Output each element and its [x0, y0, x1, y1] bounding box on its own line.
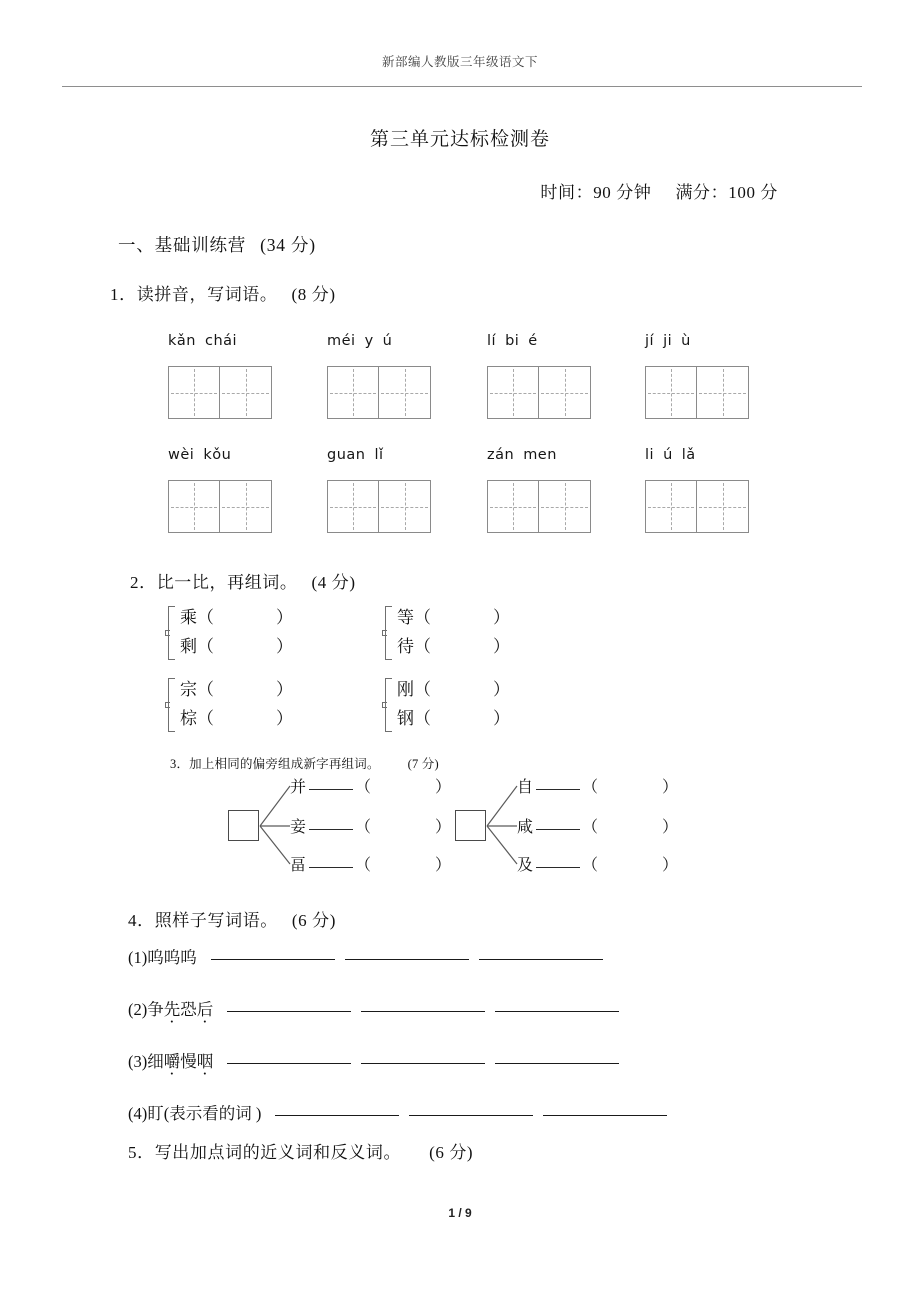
tianzige-cell[interactable]	[379, 367, 430, 418]
sample-char: 呜	[163, 948, 181, 967]
radical-branch	[517, 774, 678, 797]
item-label: (2)	[128, 1000, 148, 1019]
new-char-blank[interactable]	[309, 789, 353, 790]
sample-char: 慢	[180, 1052, 197, 1071]
question-4-text: 照样子写词语。	[154, 911, 278, 930]
question-2-title	[130, 568, 356, 593]
compare-char: 钢	[397, 709, 414, 728]
pinyin-label: jí ji ù	[645, 333, 691, 349]
answer-blank[interactable]	[409, 1115, 533, 1116]
question-1-number: 1．	[110, 285, 137, 304]
time-value: 90 分钟	[593, 183, 652, 202]
compare-pair-group	[385, 676, 510, 734]
total-label: 满分：	[675, 183, 729, 202]
radical-branch	[290, 774, 451, 797]
answer-parentheses[interactable]: （ ）	[355, 779, 452, 796]
compare-char: 待	[397, 637, 414, 656]
tianzige-cell[interactable]	[169, 367, 220, 418]
section-one-label: 一、基础训练营	[118, 235, 247, 255]
branch-char: 及	[517, 857, 534, 874]
radical-input-box[interactable]	[228, 810, 259, 841]
question-5-text: 写出加点词的近义词和反义词。	[154, 1143, 402, 1162]
header-divider	[62, 86, 862, 87]
tianzige-cell[interactable]	[646, 367, 697, 418]
compare-char: 宗	[180, 680, 197, 699]
answer-parentheses[interactable]: （ ）	[197, 608, 293, 627]
answer-parentheses[interactable]: （ ）	[197, 637, 293, 656]
question-3-text: 加上相同的偏旁组成新字再组词。	[189, 757, 380, 771]
sample-char: (	[163, 1104, 170, 1123]
tianzige-grid[interactable]	[168, 366, 272, 419]
pinyin-label: li ú lǎ	[645, 447, 696, 463]
item-label: (4)	[128, 1104, 148, 1123]
answer-parentheses[interactable]: （ ）	[582, 857, 679, 874]
sample-word	[128, 944, 197, 968]
answer-parentheses[interactable]: （ ）	[414, 709, 510, 728]
exam-meta	[540, 178, 778, 203]
answer-blank[interactable]	[361, 1011, 485, 1012]
sample-char: 看	[202, 1104, 219, 1123]
radical-branch	[517, 814, 678, 837]
pinyin-label: guan lǐ	[327, 447, 384, 463]
brace-bracket	[168, 606, 175, 660]
tianzige-cell[interactable]	[328, 481, 379, 532]
sample-char: 恐	[180, 1000, 197, 1019]
tianzige-grid[interactable]	[487, 480, 591, 533]
word-pattern-item	[128, 996, 619, 1020]
compare-pair-row	[180, 633, 293, 662]
new-char-blank[interactable]	[309, 829, 353, 830]
tianzige-cell[interactable]	[328, 367, 379, 418]
answer-parentheses[interactable]: （ ）	[197, 709, 293, 728]
question-3-number: 3．	[170, 757, 190, 771]
answer-blank[interactable]	[275, 1115, 399, 1116]
tianzige-cell[interactable]	[220, 367, 271, 418]
branch-char: 咸	[517, 819, 534, 836]
brace-bracket	[385, 606, 392, 660]
sample-char: 的	[218, 1104, 236, 1123]
tianzige-grid[interactable]	[645, 480, 749, 533]
page-title: 第三单元达标检测卷	[369, 129, 550, 150]
brace-bracket	[168, 678, 175, 732]
question-4-title	[128, 906, 336, 931]
compare-pair-row	[397, 633, 510, 662]
compare-pair-row	[397, 705, 510, 734]
branch-char: 自	[517, 779, 534, 796]
tianzige-cell[interactable]	[488, 367, 539, 418]
pinyin-label: lí bi é	[487, 333, 538, 349]
new-char-blank[interactable]	[536, 829, 580, 830]
item-label: (3)	[128, 1052, 148, 1071]
question-5-title	[128, 1138, 473, 1163]
sample-char: 呜	[147, 948, 164, 967]
radical-branch	[290, 852, 451, 875]
compare-pair-group	[168, 604, 293, 662]
answer-parentheses[interactable]: （ ）	[355, 857, 452, 874]
pinyin-label: méi y ú	[327, 333, 393, 349]
sample-word	[128, 1100, 261, 1124]
branch-char: 妾	[290, 819, 307, 836]
sample-char: 示	[185, 1104, 203, 1123]
running-head: 新部编人教版三年级语文下	[381, 55, 538, 69]
radical-branch	[290, 814, 451, 837]
pinyin-label: kǎn chái	[168, 333, 238, 349]
answer-blank[interactable]	[543, 1115, 667, 1116]
answer-parentheses[interactable]: （ ）	[414, 637, 510, 656]
answer-blank[interactable]	[495, 1063, 619, 1064]
question-2-score: (4 分)	[311, 573, 356, 592]
tianzige-cell[interactable]	[646, 481, 697, 532]
brace-bracket	[385, 678, 392, 732]
radical-tree	[228, 778, 488, 874]
tianzige-cell[interactable]	[220, 481, 271, 532]
total-value: 100 分	[728, 183, 778, 202]
tianzige-cell[interactable]	[539, 367, 590, 418]
sample-char: 先	[163, 1000, 181, 1019]
sample-char: 咽	[196, 1052, 214, 1071]
radical-input-box[interactable]	[455, 810, 486, 841]
answer-blank[interactable]	[361, 1063, 485, 1064]
answer-parentheses[interactable]: （ ）	[414, 608, 510, 627]
question-4-score: (6 分)	[291, 911, 336, 930]
question-1-score: (8 分)	[291, 285, 336, 304]
word-pattern-item	[128, 944, 603, 968]
tianzige-cell[interactable]	[488, 481, 539, 532]
compare-char: 乘	[180, 608, 197, 627]
tianzige-cell[interactable]	[169, 481, 220, 532]
question-5-score: (6 分)	[429, 1143, 474, 1162]
compare-char: 棕	[180, 709, 197, 728]
tianzige-grid[interactable]	[327, 366, 431, 419]
question-2-number: 2．	[130, 573, 157, 592]
answer-blank[interactable]	[211, 959, 335, 960]
answer-blank[interactable]	[227, 1011, 351, 1012]
word-pattern-item	[128, 1048, 619, 1072]
sample-word	[128, 1048, 213, 1072]
tianzige-cell[interactable]	[539, 481, 590, 532]
answer-parentheses[interactable]: （ ）	[197, 680, 293, 699]
tianzige-cell[interactable]	[697, 481, 748, 532]
question-1-text: 读拼音，写词语。	[136, 285, 278, 304]
pinyin-label: zán men	[487, 447, 557, 463]
page-footer: 1 / 9	[448, 1206, 472, 1220]
answer-parentheses[interactable]: （ ）	[414, 680, 510, 699]
question-2-text: 比一比，再组词。	[156, 573, 298, 592]
time-label: 时间：	[540, 183, 594, 202]
item-label: (1)	[128, 948, 148, 967]
new-char-blank[interactable]	[309, 867, 353, 868]
section-one-score: (34 分)	[260, 235, 316, 255]
compare-pair-group	[385, 604, 510, 662]
sample-char: )	[255, 1104, 262, 1123]
tianzige-grid[interactable]	[645, 366, 749, 419]
sample-char: 盯	[147, 1104, 164, 1123]
pinyin-label: wèi kǒu	[168, 447, 232, 463]
radical-branch	[517, 852, 678, 875]
branch-char: 畐	[290, 857, 307, 874]
sample-char: 争	[147, 1000, 164, 1019]
new-char-blank[interactable]	[536, 789, 580, 790]
sample-char: 呜	[180, 948, 197, 967]
sample-char: 嚼	[163, 1052, 181, 1071]
tianzige-grid[interactable]	[327, 480, 431, 533]
answer-parentheses[interactable]: （ ）	[582, 819, 679, 836]
question-3-title	[170, 754, 439, 772]
compare-char: 剩	[180, 637, 197, 656]
tianzige-cell[interactable]	[697, 367, 748, 418]
answer-blank[interactable]	[495, 1011, 619, 1012]
compare-pair-row	[180, 604, 293, 633]
sample-char: 表	[169, 1104, 186, 1123]
question-3-score: (7 分)	[407, 757, 439, 771]
sample-char: 词	[235, 1104, 252, 1123]
word-pattern-item	[128, 1100, 667, 1124]
compare-char: 等	[397, 608, 414, 627]
compare-pair-group	[168, 676, 293, 734]
new-char-blank[interactable]	[536, 867, 580, 868]
question-4-number: 4．	[128, 911, 155, 930]
question-5-number: 5．	[128, 1143, 155, 1162]
branch-char: 并	[290, 779, 307, 796]
sample-char: 后	[196, 1000, 214, 1019]
question-1-title	[110, 280, 336, 305]
sample-char: 细	[147, 1052, 164, 1071]
section-one-heading	[118, 232, 316, 257]
compare-pair-row	[397, 604, 510, 633]
tianzige-cell[interactable]	[379, 481, 430, 532]
sample-word	[128, 996, 213, 1020]
radical-tree	[455, 778, 715, 874]
compare-pair-row	[180, 705, 293, 734]
answer-blank[interactable]	[227, 1063, 351, 1064]
compare-char: 刚	[397, 680, 414, 699]
answer-parentheses[interactable]: （ ）	[582, 779, 679, 796]
answer-blank[interactable]	[345, 959, 469, 960]
compare-pair-row	[180, 676, 293, 705]
answer-blank[interactable]	[479, 959, 603, 960]
answer-parentheses[interactable]: （ ）	[355, 819, 452, 836]
tianzige-grid[interactable]	[487, 366, 591, 419]
compare-pair-row	[397, 676, 510, 705]
tianzige-grid[interactable]	[168, 480, 272, 533]
